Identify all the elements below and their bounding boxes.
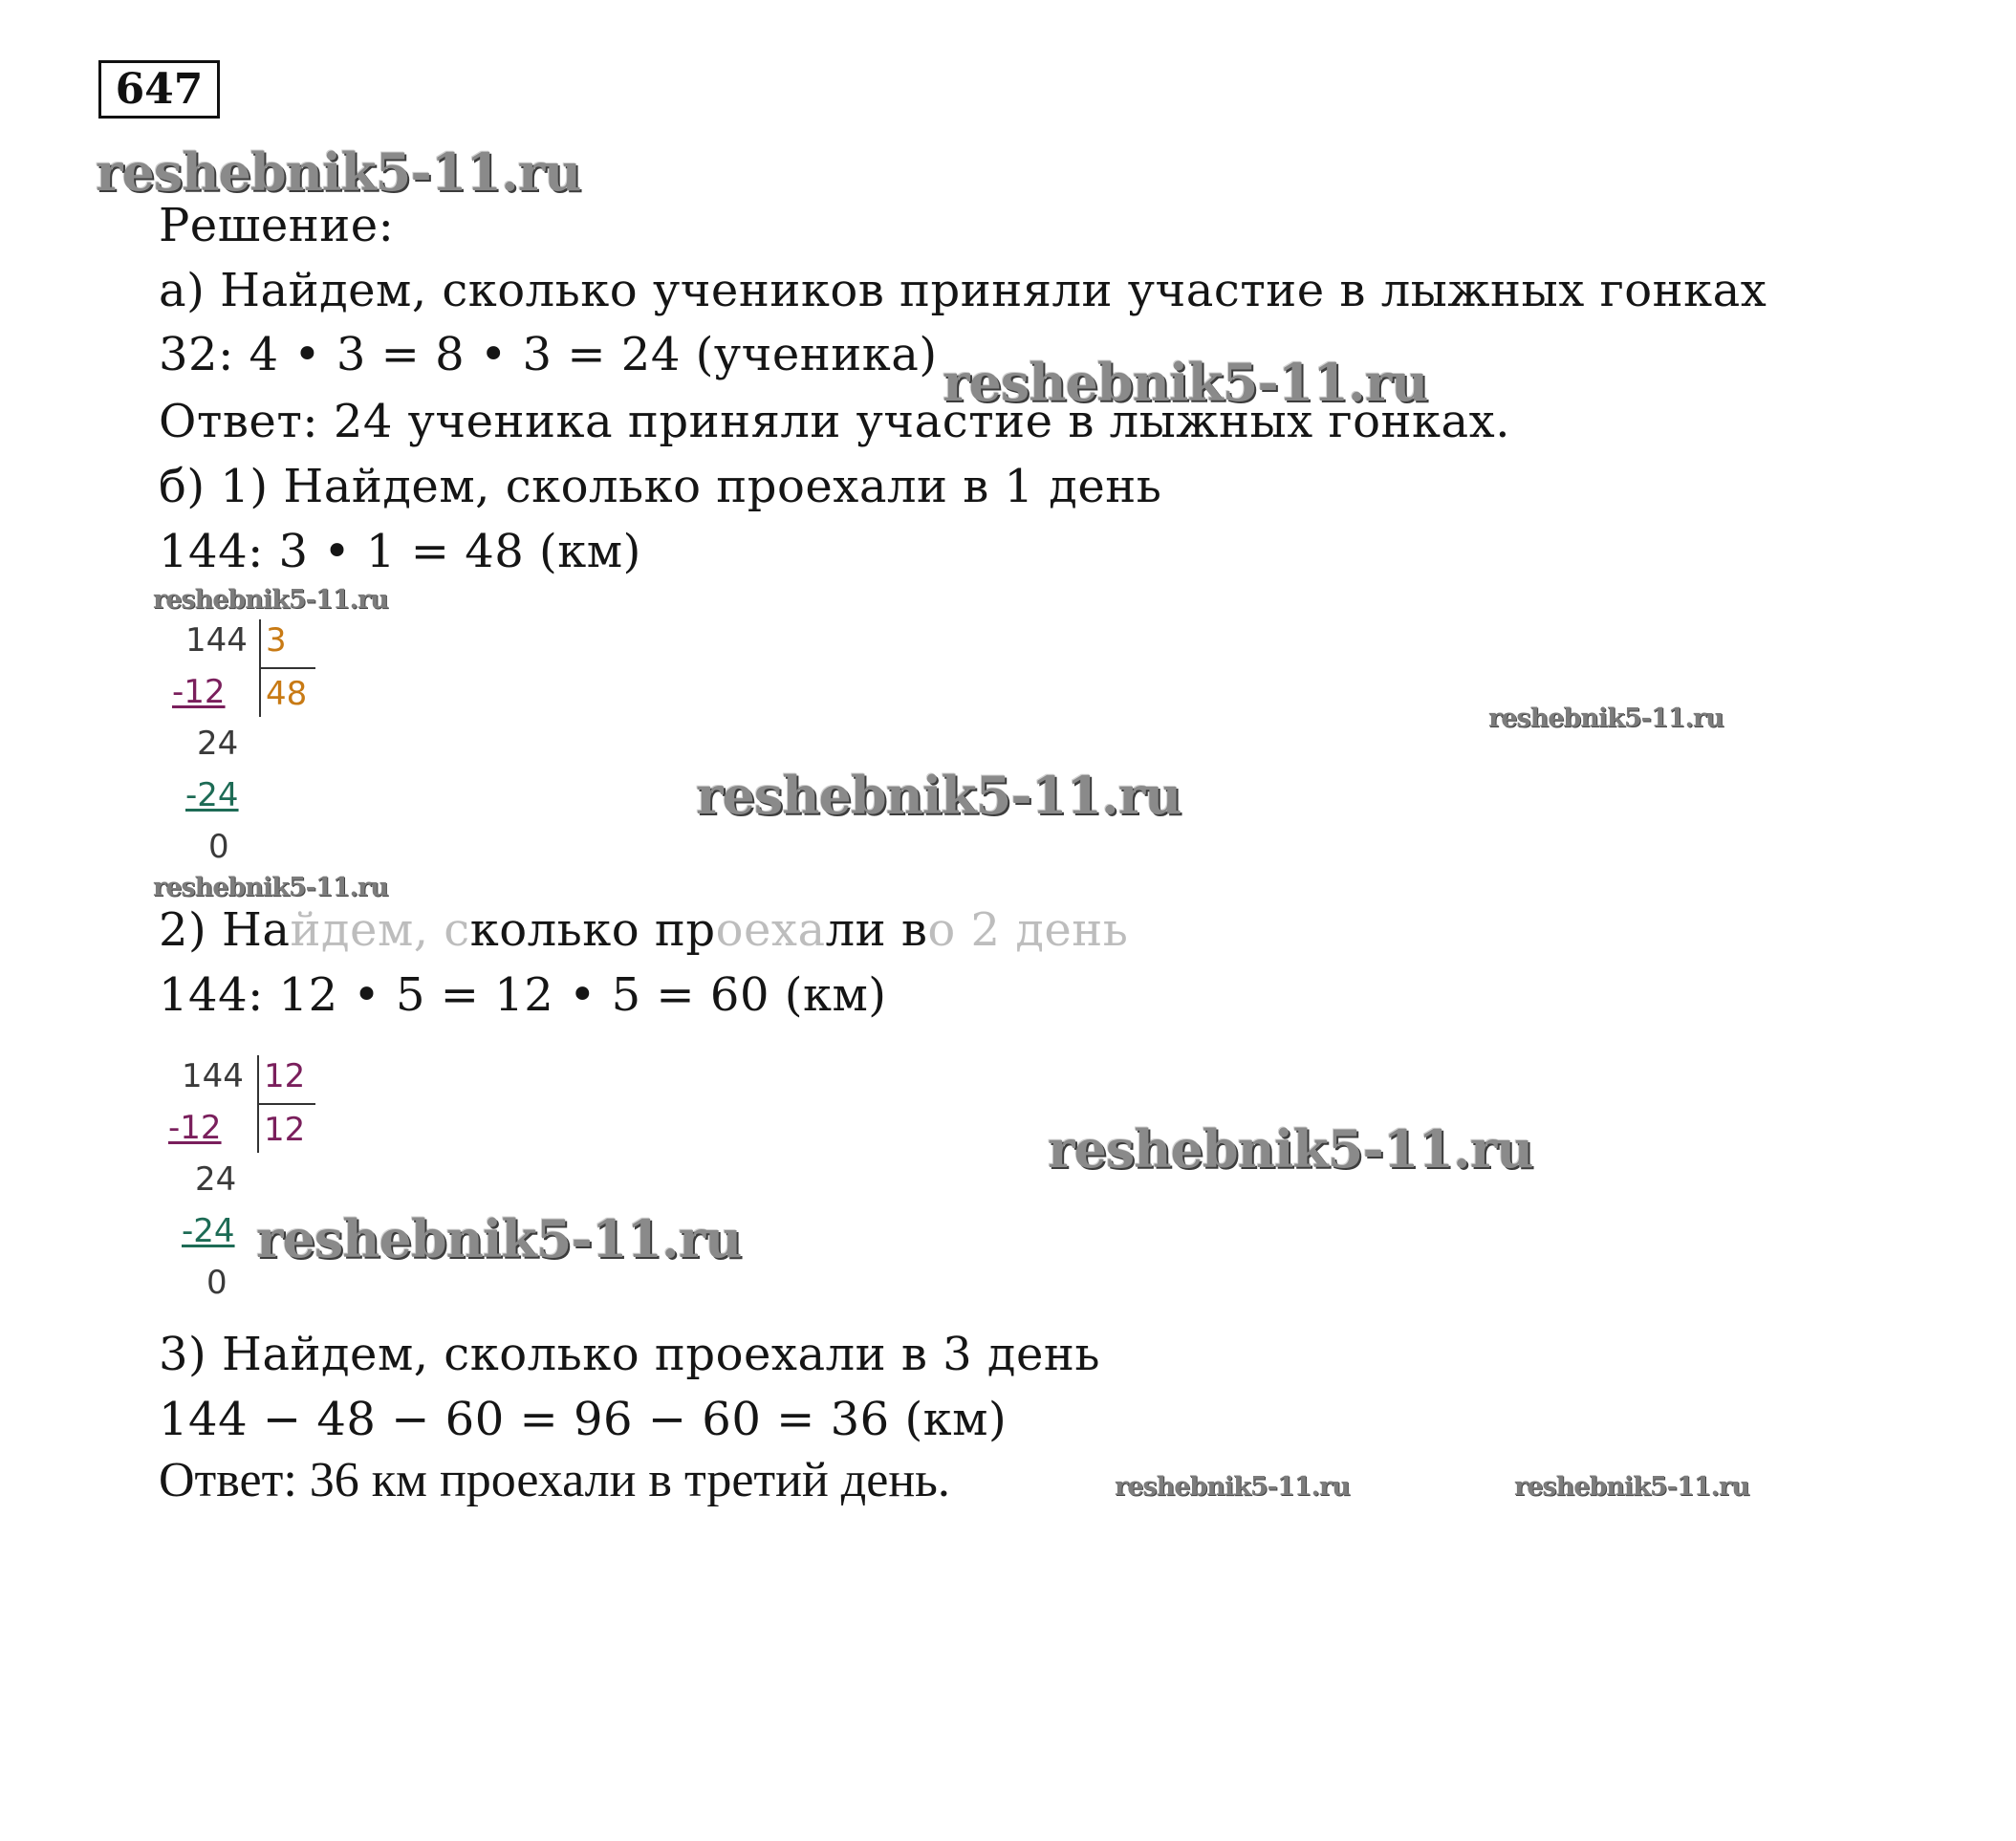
divisor: 12 <box>264 1057 306 1095</box>
part-b-step1: б) 1) Найдем, сколько проехали в 1 день <box>159 460 1162 513</box>
divisor: 3 <box>266 621 287 660</box>
watermark: reshebnik5-11.ru <box>1488 704 1723 733</box>
watermark: reshebnik5-11.ru <box>256 1208 742 1269</box>
subtrahend: -12 <box>168 1109 222 1147</box>
watermark: reshebnik5-11.ru <box>96 141 581 203</box>
subtrahend: -24 <box>185 776 239 814</box>
watermark: reshebnik5-11.ru <box>153 873 388 902</box>
part-b-step2: 2) Найдем, сколько проехали во 2 день <box>159 903 1129 957</box>
dividend: 144 <box>182 1057 244 1095</box>
part-a-answer: Ответ: 24 ученика приняли участие в лыжных гонках. <box>159 395 1510 448</box>
remainder: 24 <box>195 1160 237 1199</box>
part-b-answer: Ответ: 36 км проехали в третий день. <box>159 1453 950 1507</box>
part-b-calc1: 144: 3 • 1 = 48 (км) <box>159 525 641 578</box>
remainder: 24 <box>197 725 239 763</box>
part-a-calc: 32: 4 • 3 = 8 • 3 = 24 (ученика) <box>159 328 938 381</box>
watermark: reshebnik5-11.ru <box>696 765 1181 826</box>
remainder: 0 <box>206 1264 228 1302</box>
watermark: reshebnik5-11.ru <box>1514 1472 1749 1502</box>
watermark: reshebnik5-11.ru <box>1115 1472 1350 1502</box>
part-b-calc3: 144 − 48 − 60 = 96 − 60 = 36 (км) <box>159 1393 1008 1446</box>
problem-number: 647 <box>98 60 220 119</box>
part-a-step: а) Найдем, сколько учеников приняли участие в лыжных гонках <box>159 264 1767 317</box>
subtrahend: -12 <box>172 673 226 711</box>
subtrahend: -24 <box>182 1212 235 1250</box>
dividend: 144 <box>185 621 248 660</box>
watermark: reshebnik5-11.ru <box>1048 1118 1533 1180</box>
remainder: 0 <box>208 828 229 866</box>
part-b-step3: 3) Найдем, сколько проехали в 3 день <box>159 1328 1100 1381</box>
watermark: reshebnik5-11.ru <box>153 585 388 615</box>
quotient: 48 <box>266 675 308 713</box>
solution-heading: Решение: <box>159 199 395 252</box>
watermark: reshebnik5-11.ru <box>943 352 1428 413</box>
quotient: 12 <box>264 1111 306 1149</box>
part-b-calc2: 144: 12 • 5 = 12 • 5 = 60 (км) <box>159 968 887 1022</box>
